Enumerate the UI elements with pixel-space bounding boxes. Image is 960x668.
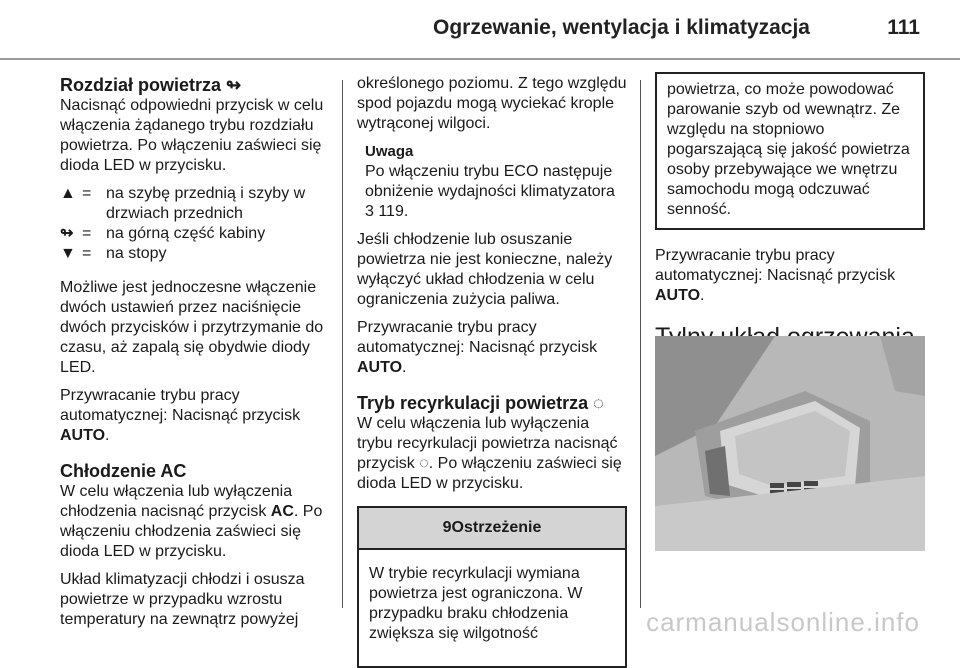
- warning-box: [357, 506, 627, 668]
- recirculation-icon: ◌: [593, 393, 604, 413]
- auto-restore-paragraph: Przywracanie trybu pracy automatycznej: Nacisnąć przycisk AUTO.: [60, 387, 301, 444]
- page-number: 111: [887, 16, 920, 39]
- column-2: [357, 74, 627, 668]
- auto-restore-paragraph-3: Przywracanie trybu pracy automatycznej: Nacisnąć przycisk AUTO.: [655, 247, 896, 304]
- rear-heater-photo: [655, 336, 925, 551]
- note-title: Uwaga: [365, 143, 414, 160]
- column-divider-1: [342, 80, 343, 608]
- warning-text: W trybie recyrkulacji wymiana powietrza jest ograniczona. W przypadku braku chłodzenia zwiększa się wilgotność: [369, 565, 583, 642]
- note-page-reference: 3 119.: [365, 203, 409, 220]
- note-text: Po włączeniu trybu ECO następuje obniżenie wydajności klimatyzatora: [365, 163, 615, 200]
- dual-setting-paragraph: Możliwe jest jednoczesne włączenie dwóch ustawień przez naciśnięcie dwóch przycisków i przytrzymanie do czasu, aż zapalą się obydwie diody LED.: [60, 279, 324, 376]
- recirculation-paragraph: W celu włączenia lub wyłączenia trybu recyrkulacji powietrza nacisnąć przycisk ◌. Po włączeniu zaświeci się dioda LED w przycisku.: [357, 415, 622, 492]
- section-ac-cooling-title: Chłodzenie AC: [60, 461, 187, 481]
- rear-heater-illustration: [655, 336, 925, 551]
- column-3: [655, 74, 925, 370]
- air-distribution-icon: ↬: [226, 75, 242, 95]
- condensation-paragraph: określonego poziomu. Z tego względu spod pojazdu mogą wyciekać krople wytrąconej wilgoci.: [357, 75, 627, 132]
- ac-cooling-paragraph: W celu włączenia lub wyłączenia chłodzenia nacisnąć przycisk AC. Po włączeniu chłodzenia zaświeci się dioda LED w przycisku.: [60, 483, 323, 560]
- list-item: ▲ = na szybę przednią i szyby w drzwiach przednich: [60, 185, 306, 222]
- note-block: [365, 142, 627, 222]
- upper-cabin-icon: ↬: [60, 225, 74, 242]
- section-recirculation-title: Tryb recyrkulacji powietrza ◌: [357, 393, 604, 413]
- auto-restore-paragraph-2: Przywracanie trybu pracy automatycznej: Nacisnąć przycisk AUTO.: [357, 319, 598, 376]
- disable-cooling-paragraph: Jeśli chłodzenie lub osuszanie powietrza nie jest konieczne, należy wyłączyć układ chłodzenia w celu ograniczenia zużycia paliwa.: [357, 231, 613, 308]
- warning-box-continued: powietrza, co może powodować parowanie szyb od wewnątrz. Ze względu na stopniowo pogarszającą się jakość powietrza osoby przebywające we wnętrzu samochodu mogą odczuwać senność.: [655, 72, 925, 230]
- warning-triangle-icon: 9: [442, 519, 452, 536]
- column-1: [60, 74, 330, 638]
- footwell-arrow-icon: ▼: [60, 245, 76, 262]
- warning-header: 9Ostrzeżenie: [359, 508, 625, 550]
- section-air-distribution-title: Rozdział powietrza ↬: [60, 75, 242, 95]
- air-distribution-list: [60, 184, 330, 264]
- air-distribution-paragraph: Nacisnąć odpowiedni przycisk w celu włączenia żądanego trybu rozdziału powietrza. Po włączeniu zaświeci się dioda LED w przycisku.: [60, 97, 324, 174]
- column-divider-2: [640, 80, 641, 608]
- windshield-arrow-icon: ▲: [60, 185, 76, 202]
- list-item: ▼ = na stopy: [60, 245, 167, 262]
- ac-function-paragraph: Układ klimatyzacji chłodzi i osusza powietrze w przypadku wzrostu temperatury na zewnątrz powyżej: [60, 571, 305, 628]
- list-item: ↬ = na górną część kabiny: [60, 225, 266, 242]
- header-rule: [0, 58, 960, 60]
- page-header-title: Ogrzewanie, wentylacja i klimatyzacja: [432, 16, 810, 39]
- watermark: carmanualsonline.info: [646, 607, 920, 637]
- recirculation-inline-icon: ◌: [419, 455, 429, 472]
